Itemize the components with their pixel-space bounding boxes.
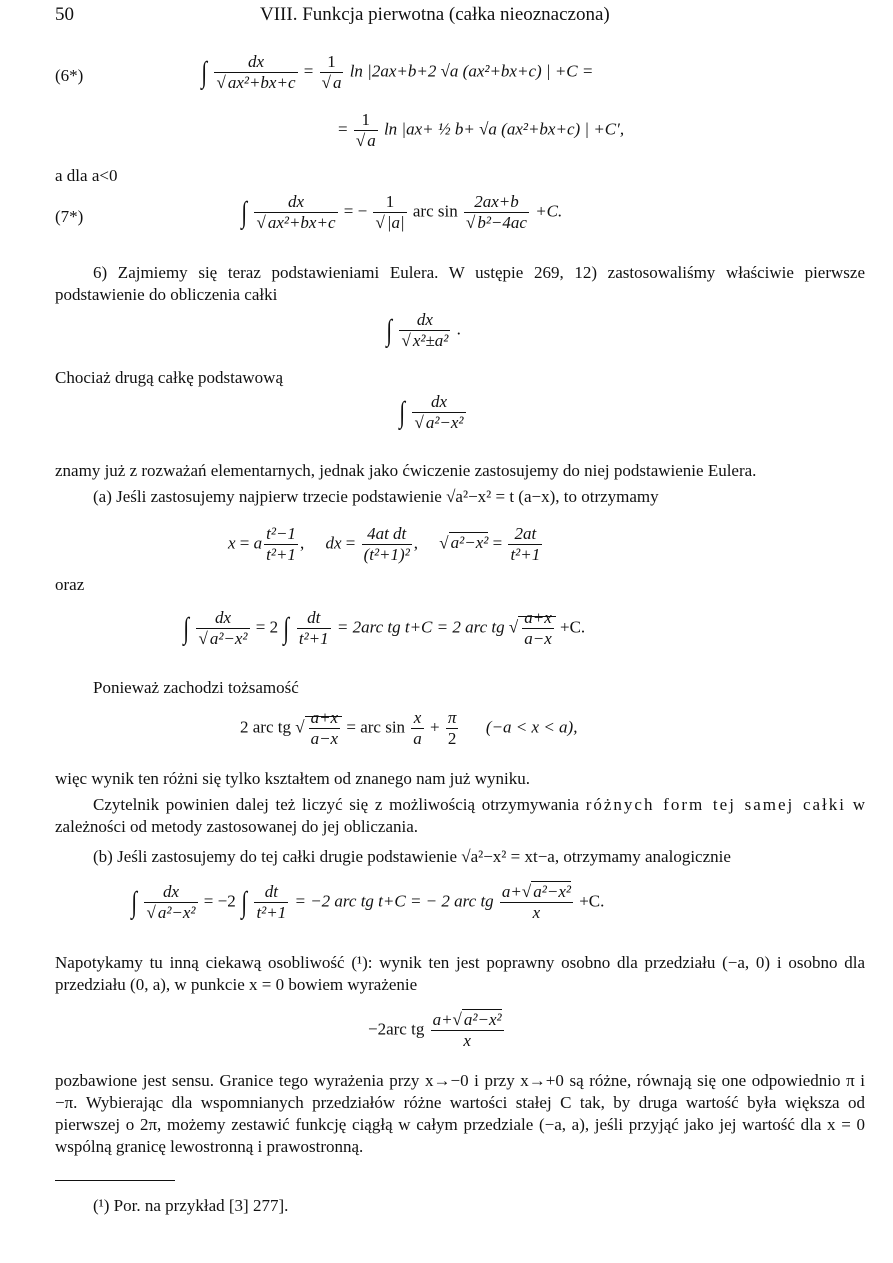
- footnote-rule: [55, 1180, 175, 1181]
- eq7-tag: (7*): [55, 207, 84, 226]
- emphasis-different-forms: różnych form tej samej całki: [585, 795, 847, 814]
- paragraph-third-substitution: (a) Jeśli zastosujemy najpierw trzecie podstawienie √a²−x² = t (a−x), to otrzymamy: [93, 487, 659, 506]
- eq6-line2: = $\frac{1}{√ a}$ ln |ax+ ½ b+ √a (ax²+bx+c) | +C′,: [338, 110, 625, 150]
- integral-x2-pm-a2: ∫ $\frac{dx}{\text{√ x²±a²}}$ .: [386, 310, 461, 350]
- eq6-line2-rhs: ln |ax+ ½ b+ √a (ax²+bx+c) | +C′,: [383, 119, 625, 139]
- identity-range: (−a < x < a),: [485, 717, 578, 737]
- paragraph-peculiarity: Napotykamy tu inną ciekawą osobliwość (¹): wynik ten jest poprawny osobno dla przedziału (−a, 0) i osobno dla przedziału (0, a), w punkcie x = 0 bowiem wyrażenie: [55, 953, 865, 994]
- footnote: (¹) Por. na przykład [3] 277].: [93, 1196, 289, 1215]
- paragraph-limits: pozbawione jest sensu. Granice tego wyrażenia przy x→−0 i przy x→+0 są różne, równają się one odpowiednio π i −π. Wybierając dla wspomnianych przedziałów różne wartości stałej C tak, by druga wartość była większa od pierwszej o 2π, możemy zestawić funkcję ciągłą w całym przedziale (−a, a), jeśli przyjąć jako jej wartość dla x = 0 wspólną granicę lewostronną i prawostronną.: [55, 1071, 865, 1156]
- eq-b-result-rhs: = −2 arc tg t+C = − 2 arc tg: [294, 891, 494, 911]
- eq-a-result-rhs: = 2arc tg t+C = 2 arc tg: [336, 617, 505, 637]
- identity-lhs: 2 arc tg: [240, 717, 291, 737]
- eq6-line1: ∫ $\frac{dx}{\text{√ ax²+bx+c}}$ = $\frac{1}{√ a}$ ln |2ax+b+2 √a (ax²+bx+c) | +C =: [201, 52, 594, 92]
- paragraph-differs-in-form: więc wynik ten różni się tylko kształtem od znanego nam już wyniku.: [55, 769, 530, 788]
- substitution-formulas: x = a $\frac{\text{t²−1}}{\text{t²+1}}$ , dx = $\frac{\text{4at dt}}{\text{(t²+1)²}}$ , √ a²−x² = $\frac{2at}{\text{t²+1}}$: [228, 524, 541, 564]
- eq7-tail: +C.: [535, 201, 563, 221]
- eq7: ∫ $\frac{dx}{\text{√ ax²+bx+c}}$ = − $\frac{1}{√ |a|}$ arc sin $\frac{2ax+b}{\text{√ b²−4ac}}$ +C.: [241, 192, 563, 232]
- expr-minus-arctg: −2arc tg $\frac{\text{a+√ a²−x²}}{x}$: [368, 1010, 502, 1050]
- paragraph-second-integral: Chociaż drugą całkę podstawową: [55, 368, 283, 387]
- paragraph-second-substitution: (b) Jeśli zastosujemy do tej całki drugie podstawienie √a²−x² = xt−a, otrzymamy analogicznie: [93, 847, 731, 866]
- eq-a-result: ∫ $\frac{dx}{\text{√ a²−x²}}$ = 2 ∫ $\frac{dt}{\text{t²+1}}$ = 2arc tg t+C = 2 arc tg √ $\frac{a+x}{a-x}$ +C.: [183, 608, 586, 648]
- eq-b-result: ∫ $\frac{dx}{\text{√ a²−x²}}$ = −2 ∫ $\frac{dt}{\text{t²+1}}$ = −2 arc tg t+C = − 2 arc tg $\frac{\text{a+√ a²−x²}}{x}$ +C.: [131, 882, 605, 922]
- identity-rhs: = arc sin: [346, 717, 406, 737]
- eq6-line1-rhs: ln |2ax+b+2 √a (ax²+bx+c) | +C =: [349, 61, 594, 81]
- running-title: VIII. Funkcja pierwotna (całka nieoznaczona): [260, 4, 610, 25]
- page-number: 50: [55, 4, 74, 25]
- word-oraz: oraz: [55, 575, 85, 594]
- cond-a-neg: a dla a<0: [55, 166, 118, 185]
- paragraph-euler-intro: 6) Zajmiemy się teraz podstawieniami Eulera. W ustępie 269, 12) zastosowaliśmy właściwie pierwsze podstawienie do obliczenia całki: [55, 263, 865, 304]
- eq6-tag: (6*): [55, 66, 84, 85]
- paragraph-different-forms: Czytelnik powinien dalej też liczyć się z możliwością otrzymywania różnych form tej samej całki w zależności od metody zastosowanej do jej obliczania.: [55, 795, 865, 836]
- eq7-arcsin: arc sin: [412, 201, 458, 221]
- paragraph-elementary: znamy już z rozważań elementarnych, jednak jako ćwiczenie zastosujemy do niej podstawienie Eulera.: [55, 461, 757, 480]
- integral-a2-minus-x2: ∫ $\frac{dx}{\text{√ a²−x²}}$: [399, 392, 464, 432]
- identity: 2 arc tg √ $\frac{a+x}{a-x}$ = arc sin $\frac{x}{a}$ + $\frac{\pi}{2}$ (−a < x < a),: [240, 708, 578, 748]
- paragraph-identity-intro: Ponieważ zachodzi tożsamość: [93, 678, 299, 697]
